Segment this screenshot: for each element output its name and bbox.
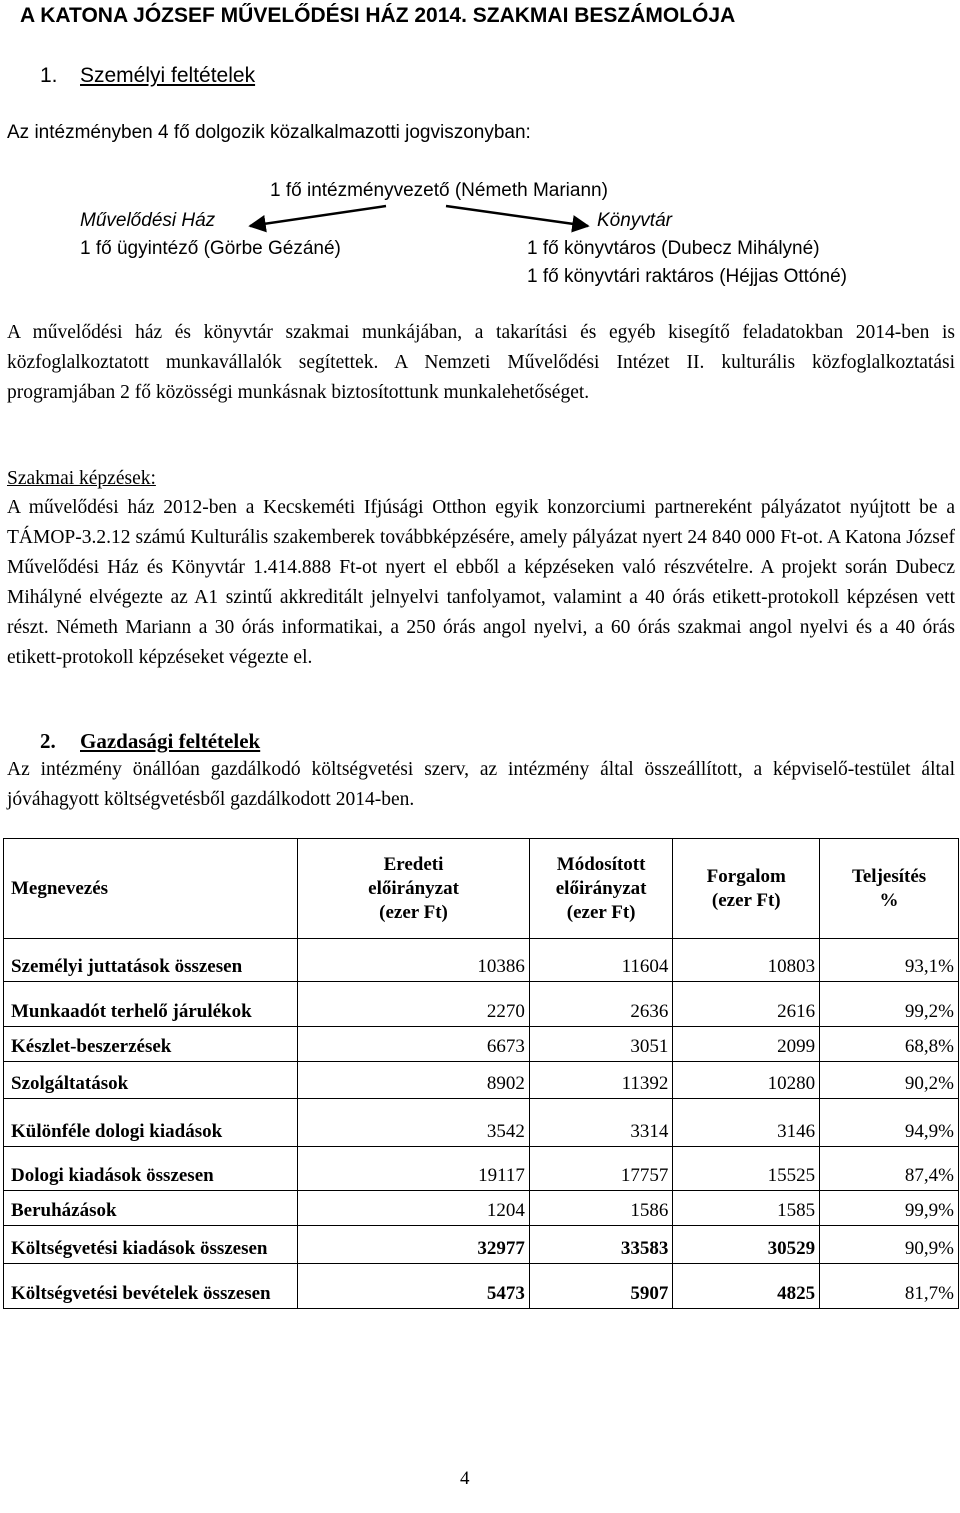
cell-eredeti: 19117 [298,1147,530,1191]
staff-paragraph: A művelődési ház és könyvtár szakmai munkájában, a takarítási és egyéb kisegítő feladatokban 2014-ben is közfoglalkoztatott munkavállalók segítettek. A Nemzeti Művelődési Intézet II. kulturális közfoglalkoztatási programjában 2 fő közösségi munkásnak biztosítottunk munkalehetőséget. [7,322,955,403]
cell-eredeti: 6673 [298,1027,530,1062]
table-header-row [4,839,959,939]
header-eredeti: Eredeti előirányzat (ezer Ft) [298,839,530,939]
table-row [4,1062,959,1099]
row-name: Munkaadót terhelő járulékok [4,982,298,1027]
org-lead: 1 fő intézményvezető (Németh Mariann) [270,180,608,201]
cell-modositott: 11604 [529,939,672,982]
cell-modositott: 5907 [529,1264,672,1309]
table-row [4,1147,959,1191]
cell-teljesites: 99,2% [820,982,959,1027]
cell-forgalom: 2099 [673,1027,820,1062]
org-left-staff: 1 fő ügyintéző (Görbe Gézáné) [80,238,341,259]
cell-teljesites: 81,7% [820,1264,959,1309]
table-row [4,1027,959,1062]
cell-teljesites: 90,9% [820,1226,959,1264]
cell-modositott: 17757 [529,1147,672,1191]
row-name: Dologi kiadások összesen [4,1147,298,1191]
trainings-heading-text: Szakmai képzések: [7,468,156,489]
section1-number: 1. [40,64,58,87]
arrow-right-icon [446,206,588,226]
page-number: 4 [460,1468,470,1489]
section2-title: Gazdasági feltételek [80,729,261,753]
org-arrows [0,0,960,320]
cell-teljesites: 68,8% [820,1027,959,1062]
section2-heading [40,729,260,754]
cell-modositott: 3314 [529,1099,672,1147]
org-left-title: Művelődési Ház [80,210,216,231]
cell-forgalom: 3146 [673,1099,820,1147]
section1-title: Személyi feltételek [80,64,256,87]
row-name: Különféle dologi kiadások [4,1099,298,1147]
cell-forgalom: 1585 [673,1191,820,1226]
cell-forgalom: 10803 [673,939,820,982]
table-row [4,1191,959,1226]
arrow-left-icon [250,206,386,226]
row-name: Költségvetési bevételek összesen [4,1264,298,1309]
org-right-staff-2: 1 fő könyvtári raktáros (Héjjas Ottóné) [527,266,847,287]
table-row [4,1099,959,1147]
trainings-heading [7,464,955,494]
row-name: Beruházások [4,1191,298,1226]
org-right-staff-1: 1 fő könyvtáros (Dubecz Mihályné) [527,238,820,259]
cell-modositott: 33583 [529,1226,672,1264]
cell-teljesites: 94,9% [820,1099,959,1147]
document-title: A KATONA JÓZSEF MŰVELŐDÉSI HÁZ 2014. SZAKMAI BESZÁMOLÓJA [20,4,736,27]
table-row [4,1264,959,1309]
cell-eredeti: 3542 [298,1099,530,1147]
cell-modositott: 1586 [529,1191,672,1226]
cell-eredeti: 10386 [298,939,530,982]
cell-eredeti: 2270 [298,982,530,1027]
row-name: Személyi juttatások összesen [4,939,298,982]
cell-forgalom: 2616 [673,982,820,1027]
cell-teljesites: 99,9% [820,1191,959,1226]
cell-teljesites: 93,1% [820,939,959,982]
cell-forgalom: 30529 [673,1226,820,1264]
section1-intro: Az intézményben 4 fő dolgozik közalkalmazotti jogviszonyban: [7,122,531,143]
row-name: Szolgáltatások [4,1062,298,1099]
table-row [4,939,959,982]
section2-number: 2. [40,729,56,753]
cell-teljesites: 87,4% [820,1147,959,1191]
org-right-title: Könyvtár [597,210,672,231]
cell-forgalom: 4825 [673,1264,820,1309]
cell-modositott: 3051 [529,1027,672,1062]
row-name: Költségvetési kiadások összesen [4,1226,298,1264]
header-modositott: Módosított előirányzat (ezer Ft) [529,839,672,939]
budget-table [3,838,959,1309]
cell-teljesites: 90,2% [820,1062,959,1099]
cell-modositott: 2636 [529,982,672,1027]
header-teljesites: Teljesítés % [820,839,959,939]
cell-modositott: 11392 [529,1062,672,1099]
cell-eredeti: 8902 [298,1062,530,1099]
cell-eredeti: 5473 [298,1264,530,1309]
table-row [4,1226,959,1264]
header-megnevezes: Megnevezés [4,839,298,939]
cell-forgalom: 10280 [673,1062,820,1099]
row-name: Készlet-beszerzések [4,1027,298,1062]
header-forgalom: Forgalom (ezer Ft) [673,839,820,939]
economy-paragraph: Az intézmény önállóan gazdálkodó költségvetési szerv, az intézmény által összeállított, a képviselő-testület által jóváhagyott költségvetésből gazdálkodott 2014-ben. [7,759,955,810]
trainings-paragraph: A művelődési ház 2012-ben a Kecskeméti Ifjúsági Otthon egyik konzorciumi partnereként pályázatot nyújtott be a TÁMOP-3.2.12 számú Kulturális szakemberek továbbképzésére, amely pályázat nyert 24 840 000 Ft-ot. A Katona József Művelődési Ház és Könyvtár 1.414.888 Ft-ot nyert el ebből a képzéseken való részvételre. A projekt során Dubecz Mihályné elvégezte az A1 szintű akkreditált jelnyelvi tanfolyamot, valamint a 40 órás etikett-protokoll képzésen vett részt. Németh Mariann a 30 órás informatikai, a 250 órás angol nyelvi, a 60 órás szakmai angol nyelvi és a 40 órás etikett-protokoll képzéseket végezte el. [7,497,955,668]
table-row [4,982,959,1027]
cell-forgalom: 15525 [673,1147,820,1191]
cell-eredeti: 1204 [298,1191,530,1226]
cell-eredeti: 32977 [298,1226,530,1264]
